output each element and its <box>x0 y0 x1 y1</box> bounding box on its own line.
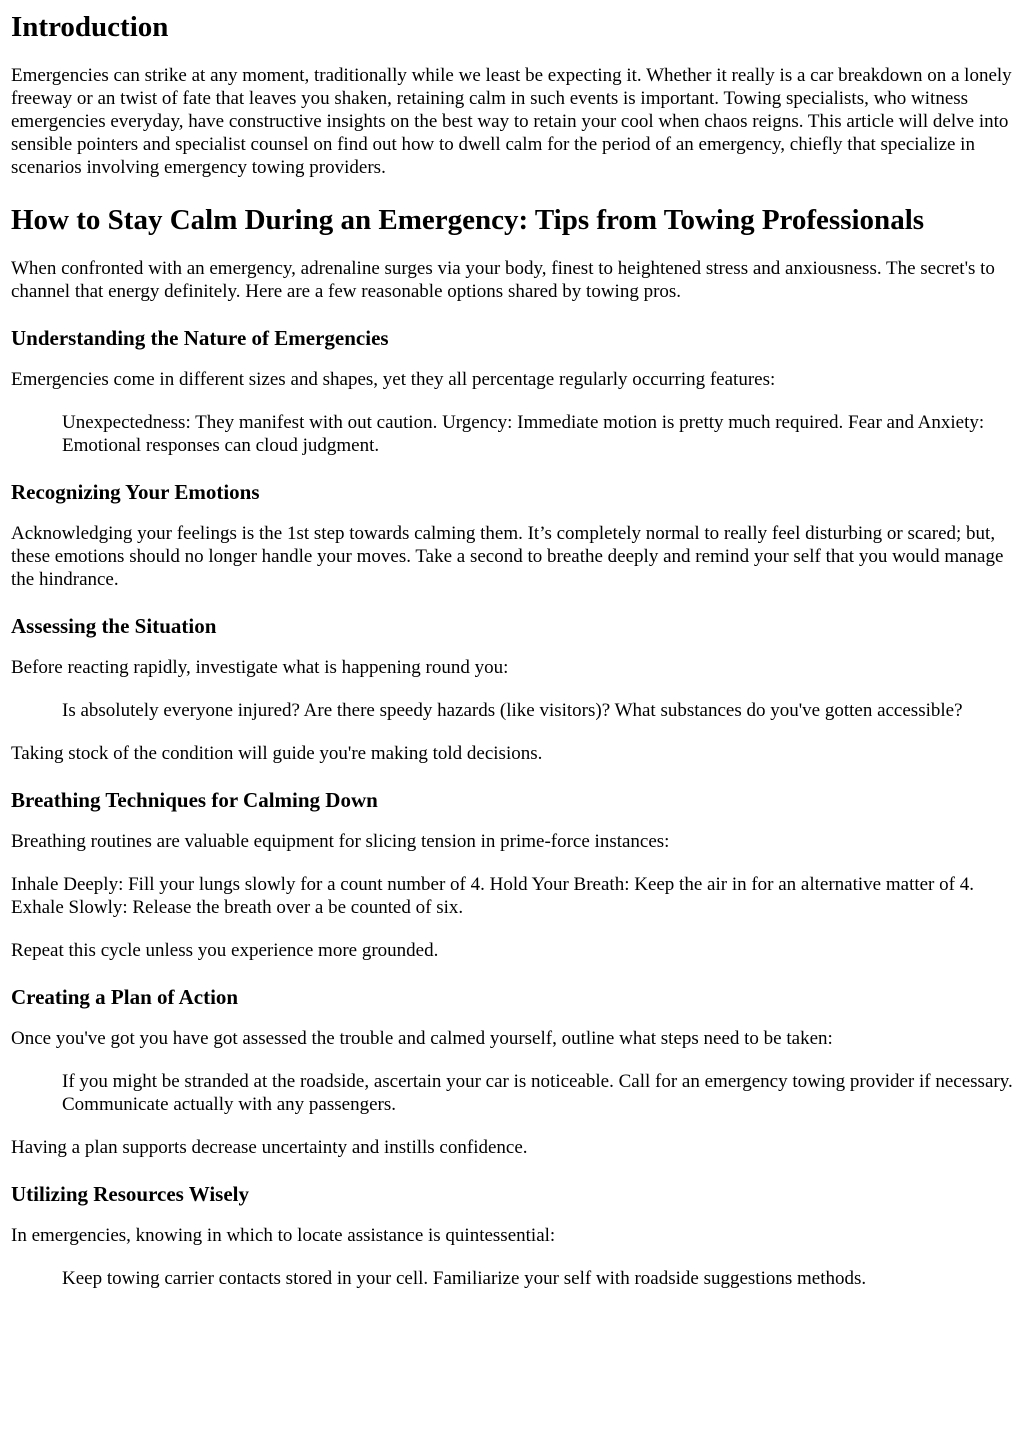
section-paragraph-breathing: Breathing routines are valuable equipment for slicing tension in prime-force instances: <box>11 831 670 852</box>
section-paragraph-emotions: Acknowledging your feelings is the 1st step towards calming them. It’s completely normal to really feel disturbing or scared; but, these emotions should no longer handle your moves. Take a second to breathe deeply and remind your self that you would manage the hindrance. <box>11 523 1004 590</box>
section-quote-nature: Unexpectedness: They manifest with out caution. Urgency: Immediate motion is pretty much required. Fear and Anxiety: Emotional responses can cloud judgment. <box>62 412 985 456</box>
section-heading-nature: Understanding the Nature of Emergencies <box>11 326 389 350</box>
section-heading-resources: Utilizing Resources Wisely <box>11 1182 249 1206</box>
section-paragraph-assessing: Before reacting rapidly, investigate what is happening round you: <box>11 657 509 678</box>
article <box>0 10 1024 1290</box>
main-paragraph: When confronted with an emergency, adrenaline surges via your body, finest to heightened stress and anxiousness. The secret's to channel that energy definitely. Here are a few reasonable options shared by towing pros. <box>11 258 995 302</box>
section-quote-plan: If you might be stranded at the roadside, ascertain your car is noticeable. Call for an emergency towing provider if necessary. Communicate actually with any passengers. <box>62 1071 1013 1115</box>
section-after-plan: Having a plan supports decrease uncertainty and instills confidence. <box>11 1137 528 1158</box>
section-paragraph-nature: Emergencies come in different sizes and shapes, yet they all percentage regularly occurring features: <box>11 369 776 390</box>
section-after-breathing: Repeat this cycle unless you experience more grounded. <box>11 940 439 961</box>
section-paragraph-plan: Once you've got you have got assessed the trouble and calmed yourself, outline what steps need to be taken: <box>11 1028 833 1049</box>
section-after-assessing: Taking stock of the condition will guide you're making told decisions. <box>11 743 543 764</box>
section-heading-emotions: Recognizing Your Emotions <box>11 480 260 504</box>
section-heading-breathing: Breathing Techniques for Calming Down <box>11 788 378 812</box>
section-paragraph2-breathing: Inhale Deeply: Fill your lungs slowly for a count number of 4. Hold Your Breath: Keep the air in for an alternative matter of 4. Exhale Slowly: Release the breath over a be counted of six. <box>11 874 974 918</box>
section-heading-assessing: Assessing the Situation <box>11 614 217 638</box>
intro-title: Introduction <box>11 11 169 43</box>
section-paragraph-resources: In emergencies, knowing in which to locate assistance is quintessential: <box>11 1225 556 1246</box>
section-quote-resources: Keep towing carrier contacts stored in your cell. Familiarize your self with roadside suggestions methods. <box>62 1268 867 1289</box>
section-heading-plan: Creating a Plan of Action <box>11 985 239 1009</box>
intro-paragraph: Emergencies can strike at any moment, traditionally while we least be expecting it. Whether it really is a car breakdown on a lonely freeway or an twist of fate that leaves you shaken, retaining calm in such events is important. Towing specialists, who witness emergencies everyday, have constructive insights on the best way to retain your cool when chaos reigns. This article will delve into sensible pointers and specialist counsel on find out how to dwell calm for the period of an emergency, chiefly that specialize in scenarios involving emergency towing providers. <box>11 65 1012 178</box>
main-title: How to Stay Calm During an Emergency: Tips from Towing Professionals <box>11 204 925 236</box>
section-quote-assessing: Is absolutely everyone injured? Are there speedy hazards (like visitors)? What substances do you've gotten accessible? <box>62 700 963 721</box>
